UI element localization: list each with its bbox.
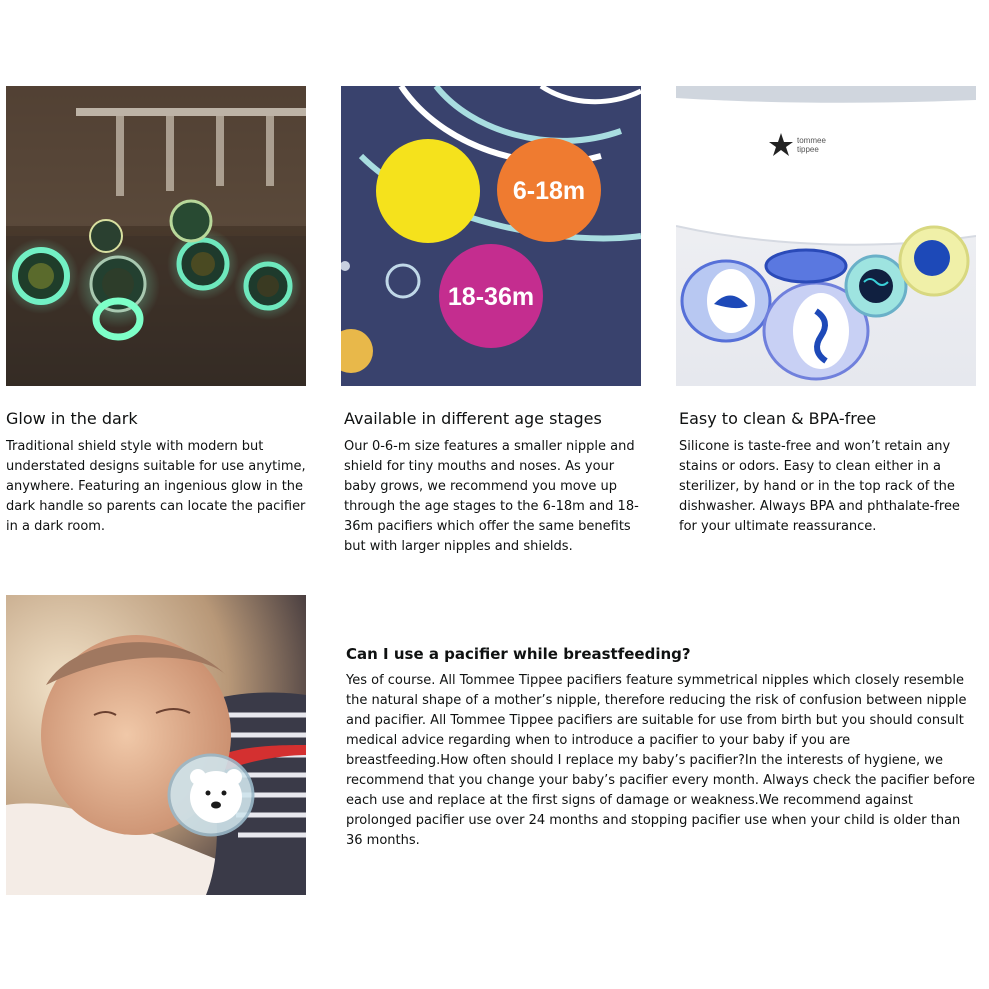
age-badge-label: 18-36m — [447, 283, 535, 311]
age-stages-image — [341, 86, 641, 386]
age-badge-label: 6-18m — [512, 177, 586, 205]
pacifier-top — [766, 250, 846, 282]
pacifier-glow-4 — [234, 252, 302, 320]
feature-age-stages — [344, 408, 644, 557]
bear-pacifier — [169, 755, 253, 835]
sleeping-baby-image — [6, 595, 306, 895]
feature-description: Silicone is taste-free and won’t retain any stains or odors. Easy to clean either in a sterilizer, by hand or in the top rack of the dishwasher. Always BPA and phthalate-free for your ultimate reassurance. — [679, 439, 960, 534]
pacifier-whale — [682, 261, 770, 341]
feature-description: Traditional shield style with modern but understated designs suitable for use anytime, anywhere. Featuring an ingenious glow in the dark handle so parents can locate the pacifier in a dark room. — [6, 439, 306, 534]
pacifier-glow-1 — [6, 238, 79, 314]
brand-text-line-1: tommee — [797, 136, 826, 145]
glow-in-the-dark-image — [6, 86, 306, 386]
faq-question: Can I use a pacifier while breastfeeding? — [346, 645, 691, 663]
feature-title: Available in different age stages — [344, 409, 602, 428]
feature-easy-to-clean — [679, 408, 979, 537]
pacifier-yellow — [900, 227, 968, 295]
age-badge-0-6m — [376, 139, 480, 243]
feature-title: Easy to clean & BPA-free — [679, 409, 877, 428]
age-badge-6-18m — [497, 138, 601, 242]
faq-answer: Yes of course. All Tommee Tippee pacifiers feature symmetrical nipples which closely resemble the natural shape of a mother’s nipple, therefore reducing the risk of confusion between nipple and pacifier. All Tommee Tippee pacifiers are suitable for use from birth but you should consult medical advice regarding when to introduce a pacifier to your baby if you are breastfeeding.How often should I replace my baby’s pacifier?In the interests of hygiene, we recommend that you change your baby’s pacifier every month. Always check the pacifier before each use and replace at the first signs of damage or weakness.We recommend against prolonged pacifier use over 24 months and stopping pacifier use when your child is older than 36 months. — [346, 673, 975, 848]
faq-section — [346, 642, 976, 851]
feature-title: Glow in the dark — [6, 409, 138, 428]
pacifier-wave — [846, 256, 906, 316]
age-badge-18-36m — [439, 244, 543, 348]
feature-description: Our 0-6-m size features a smaller nipple and shield for tiny mouths and noses. As your baby grows, we recommend you move up through the age stages to the 6-18m and 18-36m pacifiers which offer the same benefits but with larger nipples and shields. — [344, 439, 639, 554]
brand-text-line-2: tippee — [797, 145, 819, 154]
sterilizer-pacifiers-image — [676, 86, 976, 386]
feature-glow-in-the-dark — [6, 408, 306, 537]
